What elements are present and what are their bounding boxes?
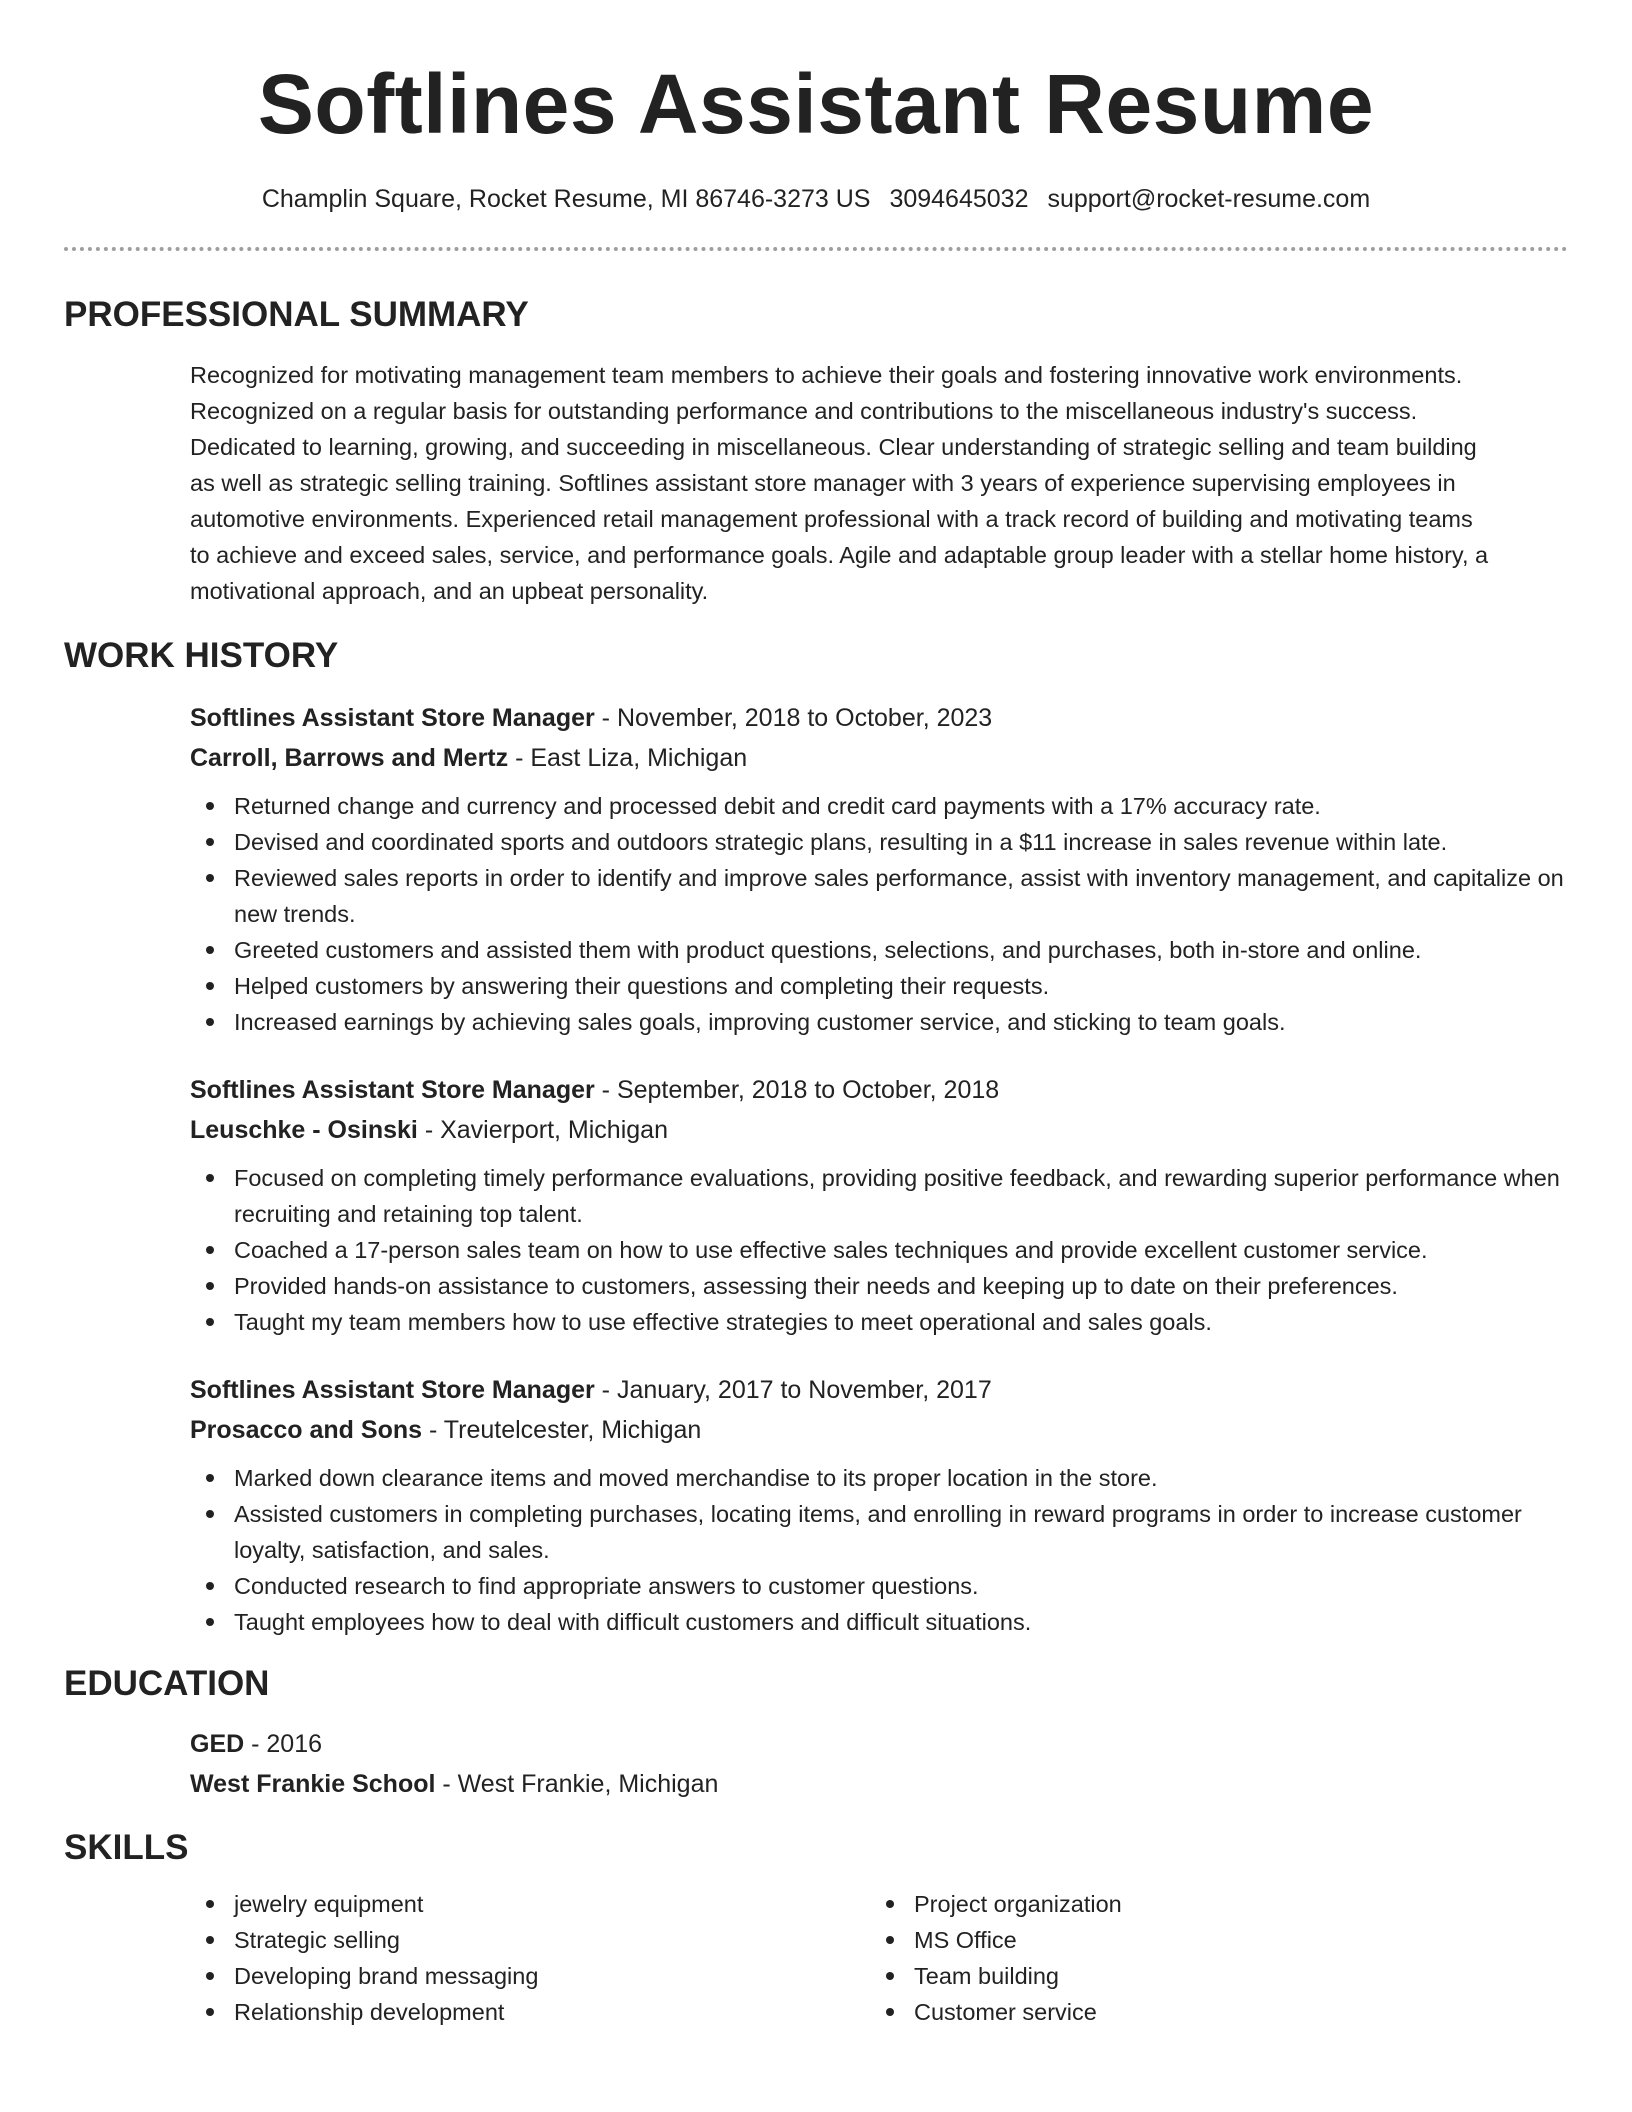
job-title-line <box>190 1370 1568 1410</box>
list-item: Reviewed sales reports in order to identify and improve sales performance, assist with inventory management, and capitalize on new trends. <box>190 860 1568 932</box>
contact-address: Champlin Square, Rocket Resume, MI 86746-3273 US <box>261 185 871 213</box>
list-item: Taught employees how to deal with difficult customers and difficult situations. <box>190 1604 1568 1640</box>
job-dates: - January, 2017 to November, 2017 <box>594 1376 992 1404</box>
education-heading: EDUCATION <box>64 1664 270 1703</box>
summary-line: to achieve and exceed sales, service, and performance goals. Agile and adaptable group leader with a stellar home history, a <box>190 542 1489 568</box>
job-location: - Treutelcester, Michigan <box>422 1416 702 1444</box>
list-item: Greeted customers and assisted them with product questions, selections, and purchases, both in-store and online. <box>190 932 1568 968</box>
job-entry <box>190 1070 1568 1340</box>
list-item: Conducted research to find appropriate answers to customer questions. <box>190 1568 1568 1604</box>
job-location: - East Liza, Michigan <box>508 744 748 772</box>
summary-line: motivational approach, and an upbeat personality. <box>190 578 709 604</box>
contact-phone: 3094645032 <box>889 185 1029 213</box>
skills-column-left <box>190 1886 870 2030</box>
skills-grid <box>190 1886 1568 2030</box>
education-degree-line <box>190 1724 1568 1764</box>
education-school-line <box>190 1764 1568 1804</box>
list-item: Marked down clearance items and moved merchandise to its proper location in the store. <box>190 1460 1568 1496</box>
summary-line: Dedicated to learning, growing, and succeeding in miscellaneous. Clear understanding of strategic selling and team building <box>190 434 1477 460</box>
summary-heading: PROFESSIONAL SUMMARY <box>64 295 529 334</box>
skill-item: Customer service <box>870 1994 1550 2030</box>
list-item: Focused on completing timely performance evaluations, providing positive feedback, and rewarding superior performance when recruiting and retaining top talent. <box>190 1160 1568 1232</box>
job-company-line <box>190 1110 1568 1150</box>
list-item: Devised and coordinated sports and outdoors strategic plans, resulting in a $11 increase in sales revenue within late. <box>190 824 1568 860</box>
summary-line: automotive environments. Experienced retail management professional with a track record of building and motivating teams <box>190 506 1473 532</box>
job-title-line <box>190 698 1568 738</box>
skill-item: Relationship development <box>190 1994 870 2030</box>
education-school: West Frankie School <box>190 1770 436 1798</box>
education-entry <box>190 1724 1568 1804</box>
list-item: Assisted customers in completing purchases, locating items, and enrolling in reward programs in order to increase customer loyalty, satisfaction, and sales. <box>190 1496 1568 1568</box>
job-role: Softlines Assistant Store Manager <box>190 704 595 732</box>
summary-line: as well as strategic selling training. Softlines assistant store manager with 3 years of experience supervising employees in <box>190 470 1456 496</box>
list-item: Coached a 17-person sales team on how to use effective sales techniques and provide excellent customer service. <box>190 1232 1568 1268</box>
job-entry <box>190 698 1568 1040</box>
education-year: - 2016 <box>244 1730 323 1758</box>
skills-list <box>870 1886 1550 2030</box>
education-degree: GED <box>190 1730 245 1758</box>
job-company-line <box>190 1410 1568 1450</box>
work-history-heading: WORK HISTORY <box>64 636 339 675</box>
job-dates: - November, 2018 to October, 2023 <box>594 704 993 732</box>
job-location: - Xavierport, Michigan <box>417 1116 668 1144</box>
job-company: Carroll, Barrows and Mertz <box>190 744 509 772</box>
job-bullets <box>190 788 1568 1040</box>
contact-email: support@rocket-resume.com <box>1047 185 1371 213</box>
list-item: Taught my team members how to use effective strategies to meet operational and sales goals. <box>190 1304 1568 1340</box>
list-item: Increased earnings by achieving sales goals, improving customer service, and sticking to team goals. <box>190 1004 1568 1040</box>
job-company: Prosacco and Sons <box>190 1416 423 1444</box>
job-role: Softlines Assistant Store Manager <box>190 1376 595 1404</box>
summary-line: Recognized for motivating management team members to achieve their goals and fostering innovative work environments. <box>190 362 1463 388</box>
skills-column-right <box>870 1886 1550 2030</box>
header-divider <box>64 247 1568 251</box>
list-item: Returned change and currency and processed debit and credit card payments with a 17% accuracy rate. <box>190 788 1568 824</box>
skills-list <box>190 1886 870 2030</box>
skill-item: Project organization <box>870 1886 1550 1922</box>
job-entry <box>190 1370 1568 1640</box>
job-company-line <box>190 738 1568 778</box>
skill-item: MS Office <box>870 1922 1550 1958</box>
job-company: Leuschke - Osinski <box>190 1116 418 1144</box>
job-role: Softlines Assistant Store Manager <box>190 1076 595 1104</box>
job-bullets <box>190 1460 1568 1640</box>
resume-title: Softlines Assistant Resume <box>257 57 1375 151</box>
skill-item: Developing brand messaging <box>190 1958 870 1994</box>
summary-line: Recognized on a regular basis for outstanding performance and contributions to the miscellaneous industry's success. <box>190 398 1418 424</box>
list-item: Provided hands-on assistance to customers, assessing their needs and keeping up to date on their preferences. <box>190 1268 1568 1304</box>
skill-item: jewelry equipment <box>190 1886 870 1922</box>
skill-item: Strategic selling <box>190 1922 870 1958</box>
contact-line <box>64 181 1568 217</box>
education-location: - West Frankie, Michigan <box>435 1770 719 1798</box>
skills-heading: SKILLS <box>64 1828 189 1867</box>
summary-text <box>190 357 1568 609</box>
list-item: Helped customers by answering their questions and completing their requests. <box>190 968 1568 1004</box>
job-dates: - September, 2018 to October, 2018 <box>594 1076 1000 1104</box>
skill-item: Team building <box>870 1958 1550 1994</box>
job-title-line <box>190 1070 1568 1110</box>
job-bullets <box>190 1160 1568 1340</box>
